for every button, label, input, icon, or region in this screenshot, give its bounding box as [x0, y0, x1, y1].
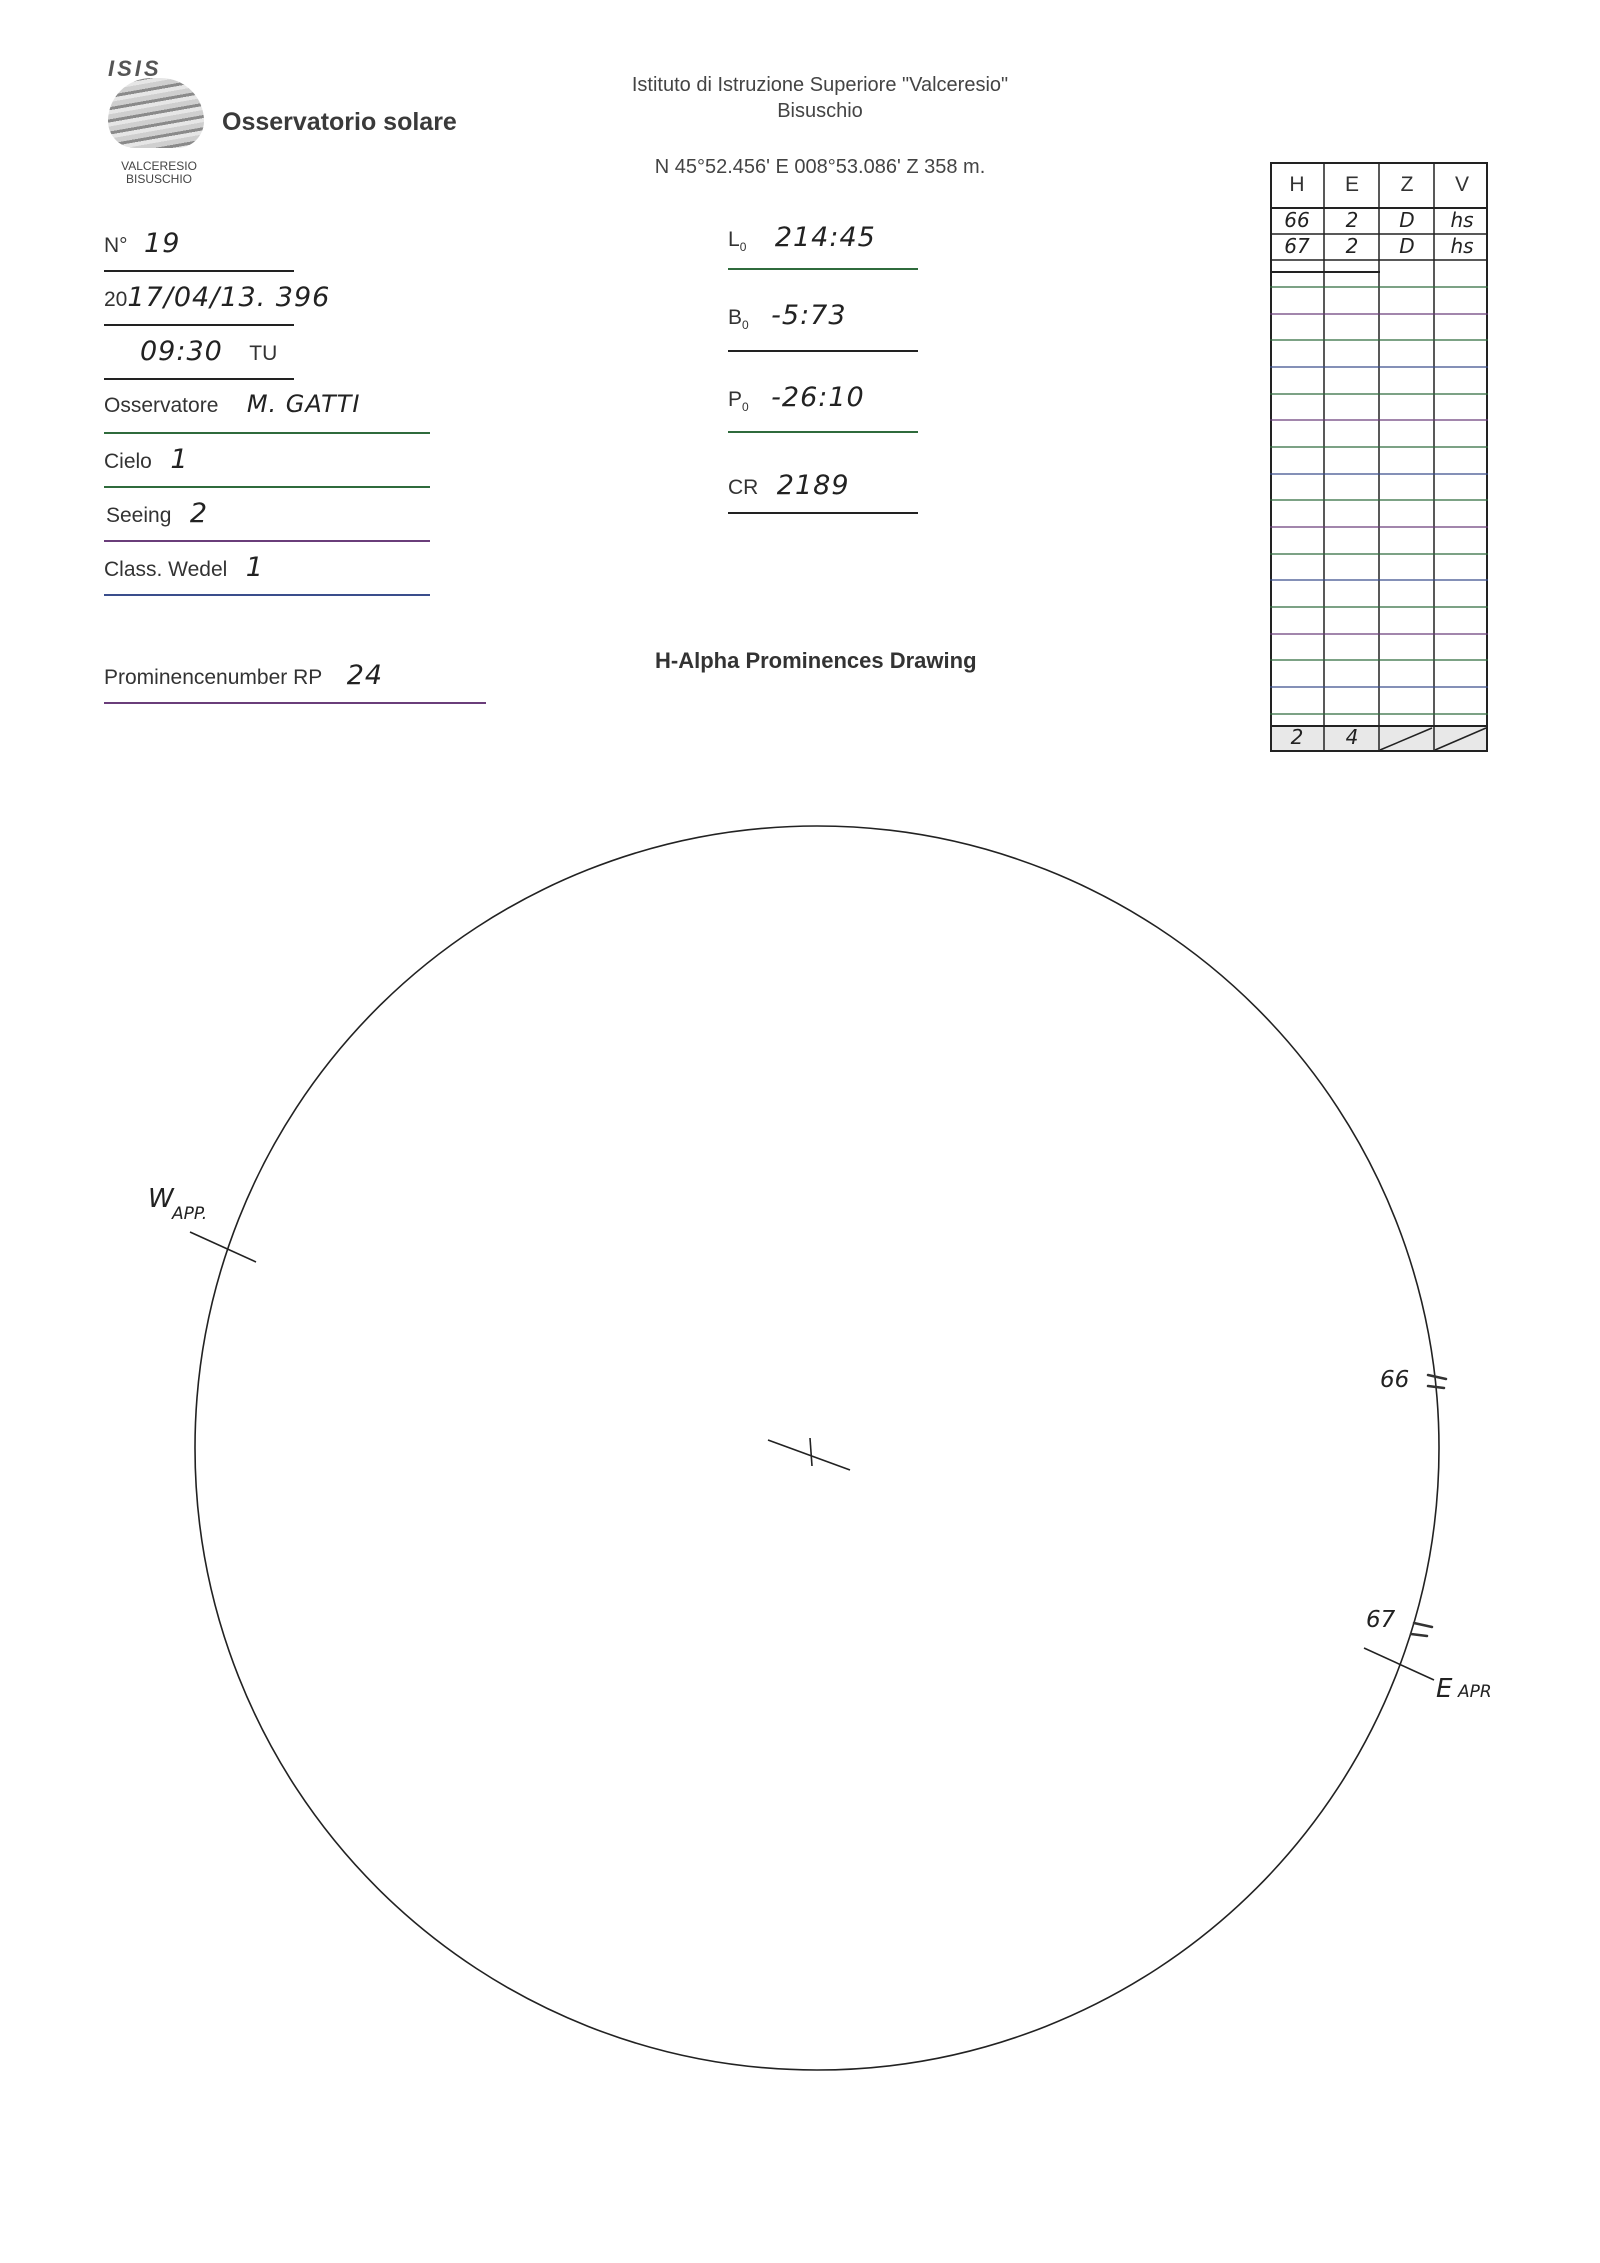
- b0-value: -5:73: [771, 300, 847, 331]
- east-limb-tick: [1364, 1648, 1434, 1680]
- l0-value: 214:45: [774, 222, 876, 253]
- prominence-66-label: 66: [1380, 1367, 1410, 1393]
- b0-label: $B_0$: [728, 306, 749, 333]
- solar-disk-outline: [195, 826, 1439, 2070]
- prominence-66-mark: [1428, 1375, 1446, 1388]
- disk-center-cross: [768, 1438, 850, 1470]
- cr-label: CR: [728, 476, 759, 499]
- drawing-title: H-Alpha Prominences Drawing: [655, 648, 977, 673]
- row-1-v: hs: [1450, 208, 1474, 232]
- site-coordinates: N 45°52.456' E 008°53.086' Z 358 m.: [654, 156, 986, 178]
- table-header-e: E: [1344, 173, 1359, 196]
- row-1-h: 66: [1284, 208, 1310, 232]
- cr-value: 2189: [776, 470, 850, 501]
- record-number-value: 19: [144, 228, 181, 259]
- sky-label: Cielo: [104, 450, 152, 473]
- total-e: 4: [1345, 725, 1359, 749]
- logo-mark: ISIS: [108, 56, 162, 81]
- date-prefix: 20: [104, 288, 128, 311]
- time-unit: TU: [249, 342, 278, 365]
- date-value: 17/04/13. 396: [127, 282, 331, 313]
- row-2-v: hs: [1450, 234, 1474, 258]
- l0-label: $L_0$: [728, 228, 747, 255]
- record-number-label: N°: [104, 234, 128, 257]
- west-label: W: [148, 1184, 174, 1214]
- west-sub-label: APP.: [172, 1204, 208, 1224]
- east-sub-label: APR: [1458, 1682, 1492, 1702]
- sky-value: 1: [170, 444, 189, 475]
- seeing-label: Seeing: [106, 504, 172, 527]
- total-h: 2: [1290, 725, 1304, 749]
- p0-value: -26:10: [771, 382, 865, 413]
- wedel-label: Class. Wedel: [104, 558, 228, 581]
- wedel-value: 1: [245, 552, 264, 583]
- institute-line-1: Istituto di Istruzione Superiore "Valceresio": [631, 74, 1009, 96]
- rp-label: Prominencenumber RP: [104, 666, 323, 689]
- observatory-title: Osservatorio solare: [222, 108, 457, 136]
- seeing-value: 2: [189, 498, 209, 529]
- row-1-z: D: [1399, 208, 1415, 232]
- table-header-z: Z: [1400, 173, 1414, 196]
- observer-value: M. GATTI: [246, 390, 361, 418]
- east-label: E: [1436, 1674, 1453, 1704]
- row-2-h: 67: [1284, 234, 1310, 258]
- row-2-z: D: [1399, 234, 1415, 258]
- prominence-67-mark: [1411, 1623, 1432, 1636]
- observer-label: Osservatore: [104, 394, 219, 417]
- table-header-v: V: [1454, 173, 1469, 196]
- rp-value: 24: [346, 660, 384, 691]
- west-limb-tick: [190, 1232, 256, 1262]
- row-2-e: 2: [1345, 234, 1359, 258]
- institute-line-2: Bisuschio: [777, 100, 863, 122]
- prominence-67-label: 67: [1366, 1607, 1396, 1633]
- p0-label: $P_0$: [728, 388, 749, 415]
- time-value: 09:30: [140, 336, 223, 367]
- row-1-e: 2: [1345, 208, 1359, 232]
- logo-text: VALCERESIO BISUSCHIO: [121, 159, 197, 186]
- table-header-h: H: [1289, 173, 1305, 196]
